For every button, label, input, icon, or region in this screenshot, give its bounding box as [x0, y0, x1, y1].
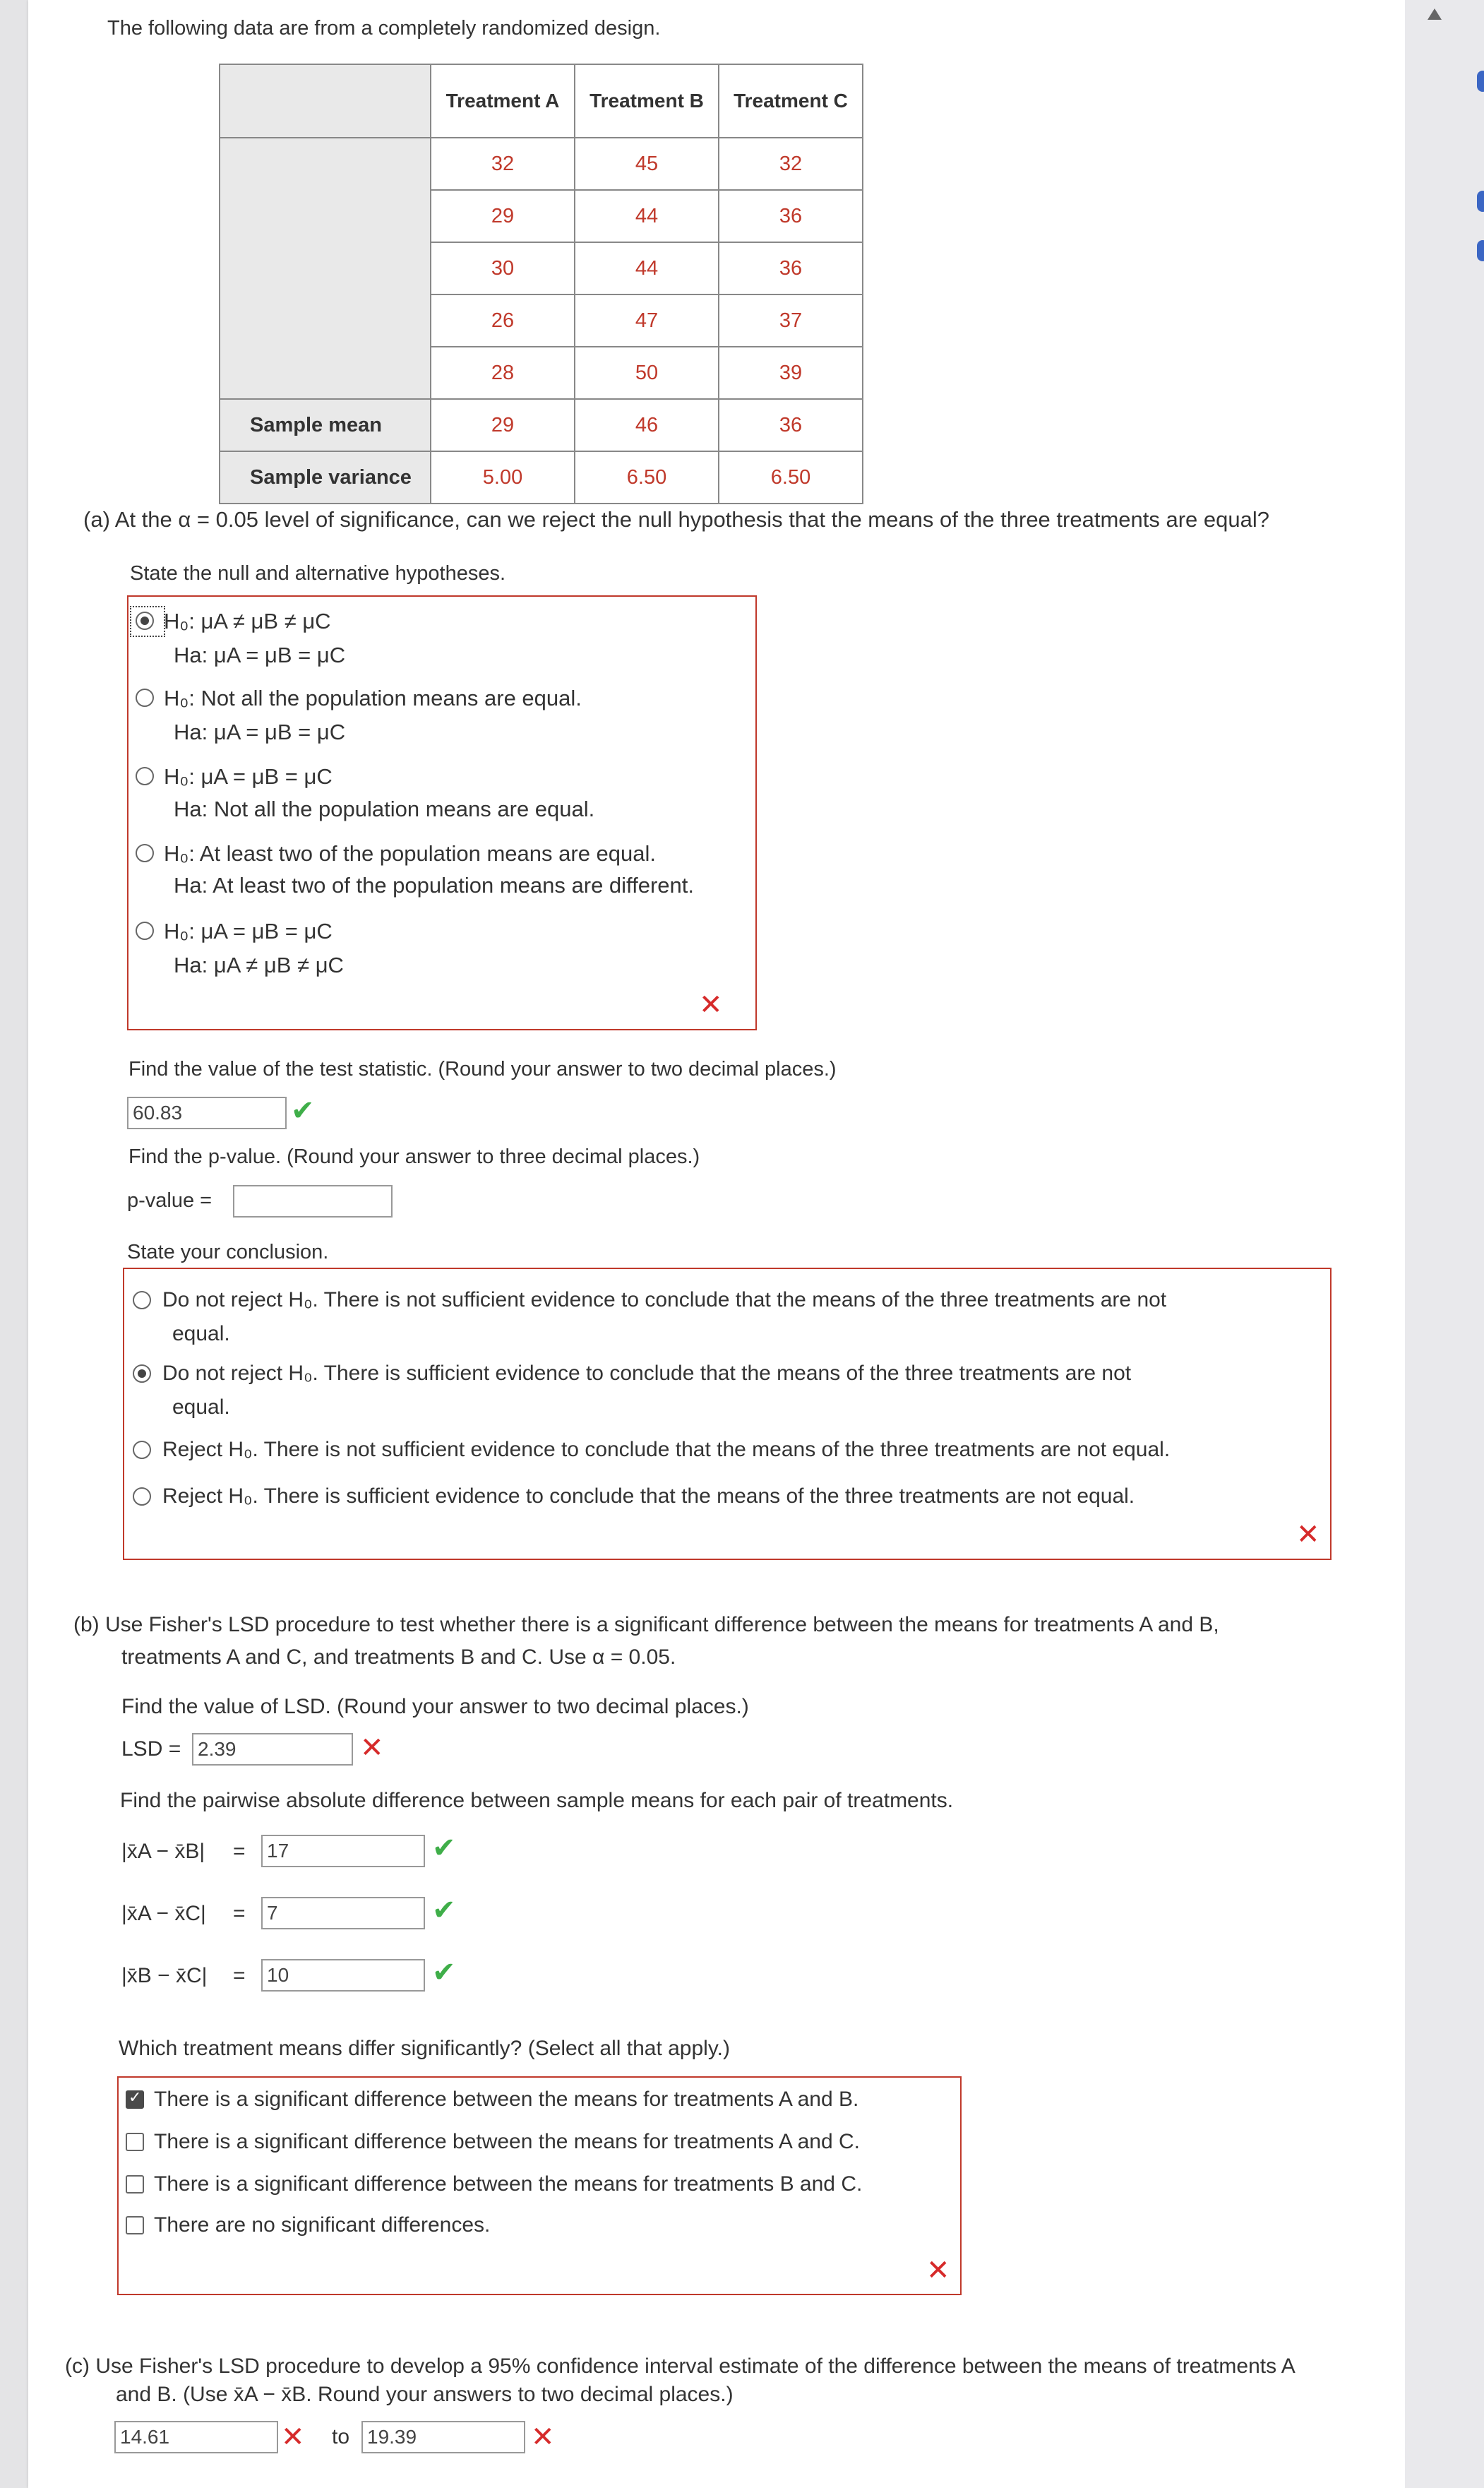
table-cell: 44 [575, 190, 719, 242]
significance-option-3-text: There is a significant difference between the means for treatments B and C. [154, 2172, 863, 2196]
lsd-prompt: Find the value of LSD. (Round your answer to two decimal places.) [121, 1695, 749, 1718]
to-label: to [332, 2425, 350, 2448]
hypothesis-option-1-h0: H₀: μA ≠ μB ≠ μC [164, 609, 331, 633]
conclusion-option-4-radio[interactable] [133, 1487, 151, 1506]
incorrect-icon: ✕ [531, 2422, 555, 2453]
pvalue-input[interactable] [233, 1185, 393, 1218]
pvalue-prompt: Find the p-value. (Round your answer to three decimal places.) [128, 1145, 700, 1168]
table-cell: 47 [575, 294, 719, 347]
conclusion-option-1-text-cont: equal. [172, 1322, 230, 1345]
hypothesis-option-4-radio[interactable] [136, 844, 154, 862]
pair-bc-input[interactable]: 10 [261, 1959, 425, 1992]
ci-upper-input[interactable]: 19.39 [361, 2421, 525, 2453]
variance-label: Sample variance [220, 451, 431, 504]
conclusion-option-4-text: Reject H₀. There is sufficient evidence to conclude that the means of the three treatments are not equal. [162, 1484, 1135, 1508]
table-cell: 36 [719, 190, 863, 242]
equals-sign: = [233, 1902, 246, 1925]
correct-icon: ✔ [432, 1833, 456, 1864]
conclusion-option-3-radio[interactable] [133, 1441, 151, 1459]
correct-icon: ✔ [432, 1957, 456, 1988]
conclusion-option-2-text-cont: equal. [172, 1395, 230, 1419]
hypothesis-option-5-ha: Ha: μA ≠ μB ≠ μC [174, 953, 344, 977]
table-cell: 32 [431, 138, 575, 190]
table-cell: 45 [575, 138, 719, 190]
conclusion-option-1-text: Do not reject H₀. There is not sufficient evidence to conclude that the means of the three treatments are not [162, 1288, 1167, 1311]
hypothesis-option-1-ha: Ha: μA = μB = μC [174, 643, 346, 667]
table-corner [220, 64, 431, 138]
significance-option-4-text: There are no significant differences. [154, 2213, 491, 2237]
pair-ab-label: |x̄A − x̄B| [121, 1840, 205, 1863]
conclusion-option-2-text: Do not reject H₀. There is sufficient evidence to conclude that the means of the three treatments are not [162, 1362, 1132, 1385]
incorrect-icon: ✕ [1296, 1519, 1320, 1550]
incorrect-icon: ✕ [281, 2422, 305, 2453]
table-cell: 36 [719, 242, 863, 294]
hypothesis-option-5-radio[interactable] [136, 922, 154, 940]
table-row [220, 138, 863, 190]
header-treatment-c: Treatment C [719, 64, 863, 138]
significance-option-1-text: There is a significant difference between the means for treatments A and B. [154, 2088, 859, 2111]
table-cell: 30 [431, 242, 575, 294]
test-stat-prompt: Find the value of the test statistic. (Round your answer to two decimal places.) [128, 1058, 837, 1081]
pair-ac-label: |x̄A − x̄C| [121, 1902, 206, 1925]
table-cell: 26 [431, 294, 575, 347]
ci-lower-input[interactable]: 14.61 [114, 2421, 278, 2453]
pair-ac-input[interactable]: 7 [261, 1897, 425, 1929]
side-marker [1477, 240, 1484, 261]
significance-option-4-checkbox[interactable] [126, 2216, 144, 2234]
conclusion-option-1-radio[interactable] [133, 1291, 151, 1309]
part-c-question-cont: and B. (Use x̄A − x̄B. Round your answers to two decimal places.) [116, 2383, 734, 2406]
hypothesis-option-3-radio[interactable] [136, 767, 154, 785]
part-b-question-cont: treatments A and C, and treatments B and C. Use α = 0.05. [121, 1645, 676, 1669]
table-cell: 37 [719, 294, 863, 347]
pair-bc-label: |x̄B − x̄C| [121, 1964, 208, 1987]
hypothesis-prompt: State the null and alternative hypotheses. [130, 562, 506, 585]
row-label-blank [220, 138, 431, 399]
hypothesis-option-2-radio[interactable] [136, 689, 154, 707]
table-cell: 29 [431, 190, 575, 242]
header-treatment-b: Treatment B [575, 64, 719, 138]
conclusion-option-2-radio[interactable] [133, 1364, 151, 1383]
hypothesis-option-3-ha: Ha: Not all the population means are equal. [174, 797, 595, 821]
lsd-input[interactable]: 2.39 [192, 1733, 353, 1766]
question-page [28, 0, 1405, 2488]
hypothesis-option-5-h0: H₀: μA = μB = μC [164, 919, 333, 944]
hypothesis-option-4-h0: H₀: At least two of the population means are equal. [164, 841, 657, 866]
hypothesis-option-2-ha: Ha: μA = μB = μC [174, 720, 346, 744]
right-sidebar [1405, 0, 1484, 2488]
table-cell: 28 [431, 347, 575, 399]
correct-icon: ✔ [291, 1095, 315, 1126]
correct-icon: ✔ [432, 1895, 456, 1926]
side-marker [1477, 191, 1484, 212]
incorrect-icon: ✕ [926, 2255, 950, 2286]
table-cell: 6.50 [719, 451, 863, 504]
equals-sign: = [233, 1964, 246, 1987]
conclusion-option-3-text: Reject H₀. There is not sufficient evidence to conclude that the means of the three treatments are not equal. [162, 1438, 1171, 1461]
scroll-up-icon[interactable] [1428, 8, 1442, 20]
significance-option-3-checkbox[interactable] [126, 2175, 144, 2194]
pair-ab-input[interactable]: 17 [261, 1835, 425, 1867]
hypothesis-option-3-h0: H₀: μA = μB = μC [164, 764, 333, 789]
table-cell: 36 [719, 399, 863, 451]
pvalue-label: p-value = [127, 1189, 213, 1212]
part-b-question: (b) Use Fisher's LSD procedure to test whether there is a significant difference between the means for treatments A and B, [73, 1613, 1219, 1636]
equals-sign: = [233, 1840, 246, 1863]
part-c-question: (c) Use Fisher's LSD procedure to develop a 95% confidence interval estimate of the difference between the means of treatments A [65, 2355, 1295, 2378]
data-table [219, 64, 863, 504]
incorrect-icon: ✕ [360, 1732, 384, 1763]
mean-label: Sample mean [220, 399, 431, 451]
conclusion-prompt: State your conclusion. [127, 1241, 329, 1263]
table-cell: 5.00 [431, 451, 575, 504]
header-treatment-a: Treatment A [431, 64, 575, 138]
side-marker [1477, 71, 1484, 92]
table-cell: 29 [431, 399, 575, 451]
table-cell: 6.50 [575, 451, 719, 504]
significance-option-1-checkbox[interactable] [126, 2090, 144, 2109]
table-cell: 39 [719, 347, 863, 399]
variance-row [220, 451, 863, 504]
intro-text: The following data are from a completely randomized design. [107, 17, 661, 40]
table-cell: 32 [719, 138, 863, 190]
mean-row [220, 399, 863, 451]
hypothesis-option-2-h0: H₀: Not all the population means are equal. [164, 686, 582, 710]
part-a-question: (a) At the α = 0.05 level of significance, can we reject the null hypothesis that the means of the three treatments are equal? [83, 507, 1269, 532]
hypothesis-option-4-ha: Ha: At least two of the population means are different. [174, 873, 694, 898]
significance-prompt: Which treatment means differ significantly? (Select all that apply.) [119, 2037, 730, 2060]
significance-option-2-text: There is a significant difference between the means for treatments A and C. [154, 2130, 861, 2153]
incorrect-icon: ✕ [699, 989, 723, 1020]
pairwise-prompt: Find the pairwise absolute difference between sample means for each pair of treatments. [120, 1789, 954, 1812]
test-stat-input[interactable]: 60.83 [127, 1097, 287, 1129]
lsd-label: LSD = [121, 1737, 181, 1761]
table-cell: 46 [575, 399, 719, 451]
hypothesis-option-1-radio[interactable] [136, 612, 154, 630]
significance-option-2-checkbox[interactable] [126, 2133, 144, 2151]
table-cell: 50 [575, 347, 719, 399]
table-cell: 44 [575, 242, 719, 294]
